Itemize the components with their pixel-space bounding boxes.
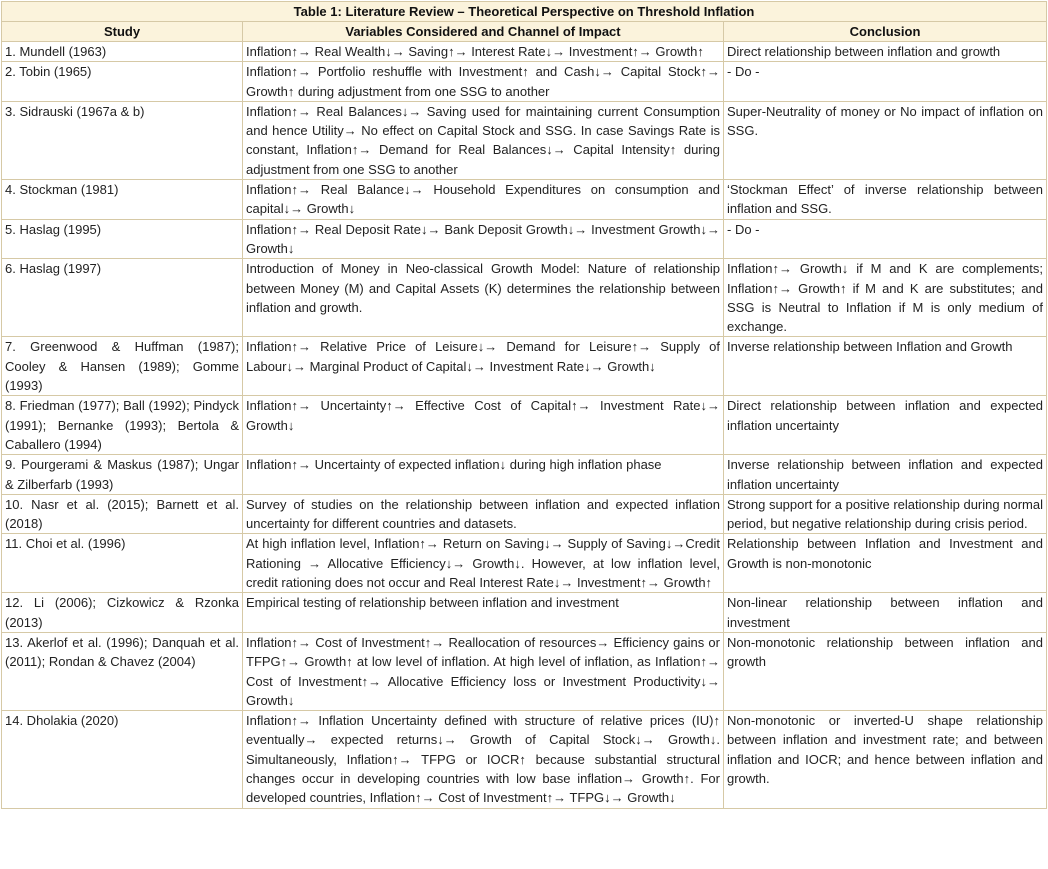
- literature-review-table: [1, 1, 1047, 809]
- table-row: [2, 396, 1047, 455]
- study-cell: 3. Sidrauski (1967a & b): [2, 101, 243, 179]
- study-cell: 2. Tobin (1965): [2, 62, 243, 102]
- study-cell: 13. Akerlof et al. (1996); Danquah et al. (2011); Rondan & Chavez (2004): [2, 632, 243, 710]
- table-header-row: [2, 22, 1047, 42]
- conclusion-cell: Inflation↑→ Growth↓ if M and K are complements; Inflation↑→ Growth↑ if M and K are substitutes; and SSG is Neutral to Inflation if M is only medium of exchange.: [724, 259, 1047, 337]
- variables-cell: Inflation↑→ Portfolio reshuffle with Investment↑ and Cash↓→ Capital Stock↑→ Growth↑ during adjustment from one SSG to another: [243, 62, 724, 102]
- conclusion-cell: Inverse relationship between inflation and expected inflation uncertainty: [724, 455, 1047, 495]
- variables-cell: Introduction of Money in Neo-classical Growth Model: Nature of relationship between Money (M) and Capital Assets (K) determines the relationship between inflation and growth.: [243, 259, 724, 337]
- variables-cell: At high inflation level, Inflation↑→ Return on Saving↓→ Supply of Saving↓→Credit Rationing → Allocative Efficiency↓→ Growth↓. However, at low inflation level, credit rationing does not occur and Real Interest Rate↓→ Investment↑→ Growth↑: [243, 534, 724, 593]
- variables-cell: Inflation↑→ Uncertainty↑→ Effective Cost of Capital↑→ Investment Rate↓→ Growth↓: [243, 396, 724, 455]
- conclusion-cell: Direct relationship between inflation and expected inflation uncertainty: [724, 396, 1047, 455]
- table-row: [2, 219, 1047, 259]
- conclusion-cell: Inverse relationship between Inflation and Growth: [724, 337, 1047, 396]
- variables-cell: Inflation↑→ Real Wealth↓→ Saving↑→ Interest Rate↓→ Investment↑→ Growth↑: [243, 42, 724, 62]
- variables-cell: Inflation↑→ Cost of Investment↑→ Reallocation of resources→ Efficiency gains or TFPG↑→ Growth↑ at low level of inflation. At high level of inflation, as Inflation↑→ Cost of Investment↑→ Allocative Efficiency loss or Investment Productivity↓→ Growth↓: [243, 632, 724, 710]
- conclusion-cell: Direct relationship between inflation and growth: [724, 42, 1047, 62]
- table-row: [2, 180, 1047, 220]
- table-row: [2, 101, 1047, 179]
- conclusion-cell: Super-Neutrality of money or No impact of inflation on SSG.: [724, 101, 1047, 179]
- study-cell: 14. Dholakia (2020): [2, 711, 243, 808]
- literature-review-table-container: [1, 1, 1046, 809]
- variables-cell: Inflation↑→ Inflation Uncertainty defined with structure of relative prices (IU)↑ eventually→ expected returns↓→ Growth of Capital Stock↓→ Growth↓. Simultaneously, Inflation↑→ TFPG or IOCR↑ because substantial structural changes occur in developing countries with low base inflation→ Growth↑. For developed countries, Inflation↑→ Cost of Investment↑→ TFPG↓→ Growth↓: [243, 711, 724, 808]
- study-cell: 4. Stockman (1981): [2, 180, 243, 220]
- study-cell: 10. Nasr et al. (2015); Barnett et al. (2018): [2, 494, 243, 534]
- conclusion-cell: Non-monotonic or inverted-U shape relationship between inflation and investment rate; and between inflation and IOCR; and hence between inflation and growth.: [724, 711, 1047, 808]
- study-cell: 11. Choi et al. (1996): [2, 534, 243, 593]
- conclusion-cell: Non-linear relationship between inflation and investment: [724, 593, 1047, 633]
- table-row: [2, 711, 1047, 808]
- column-header-study: Study: [2, 22, 243, 42]
- table-row: [2, 455, 1047, 495]
- study-cell: 1. Mundell (1963): [2, 42, 243, 62]
- table-row: [2, 62, 1047, 102]
- column-header-conclusion: Conclusion: [724, 22, 1047, 42]
- table-row: [2, 42, 1047, 62]
- table-row: [2, 259, 1047, 337]
- conclusion-cell: Strong support for a positive relationship during normal period, but negative relationship during crisis period.: [724, 494, 1047, 534]
- table-title: Table 1: Literature Review – Theoretical Perspective on Threshold Inflation: [1, 1, 1047, 21]
- column-header-variables: Variables Considered and Channel of Impact: [243, 22, 724, 42]
- conclusion-cell: - Do -: [724, 62, 1047, 102]
- table-row: [2, 494, 1047, 534]
- table-row: [2, 337, 1047, 396]
- variables-cell: Inflation↑→ Uncertainty of expected inflation↓ during high inflation phase: [243, 455, 724, 495]
- table-row: [2, 593, 1047, 633]
- study-cell: 8. Friedman (1977); Ball (1992); Pindyck (1991); Bernanke (1993); Bertola & Caballero (1994): [2, 396, 243, 455]
- conclusion-cell: Non-monotonic relationship between inflation and growth: [724, 632, 1047, 710]
- table-row: [2, 534, 1047, 593]
- variables-cell: Survey of studies on the relationship between inflation and expected inflation uncertainty for different countries and datasets.: [243, 494, 724, 534]
- study-cell: 9. Pourgerami & Maskus (1987); Ungar & Zilberfarb (1993): [2, 455, 243, 495]
- variables-cell: Inflation↑→ Real Deposit Rate↓→ Bank Deposit Growth↓→ Investment Growth↓→ Growth↓: [243, 219, 724, 259]
- study-cell: 12. Li (2006); Cizkowicz & Rzonka (2013): [2, 593, 243, 633]
- table-row: [2, 632, 1047, 710]
- variables-cell: Inflation↑→ Real Balance↓→ Household Expenditures on consumption and capital↓→ Growth↓: [243, 180, 724, 220]
- variables-cell: Empirical testing of relationship between inflation and investment: [243, 593, 724, 633]
- variables-cell: Inflation↑→ Real Balances↓→ Saving used for maintaining current Consumption and hence Utility→ No effect on Capital Stock and SSG. In case Savings Rate is constant, Inflation↑→ Demand for Real Balances↓→ Capital Intensity↑ during adjustment from one SSG to another: [243, 101, 724, 179]
- variables-cell: Inflation↑→ Relative Price of Leisure↓→ Demand for Leisure↑→ Supply of Labour↓→ Marginal Product of Capital↓→ Investment Rate↓→ Growth↓: [243, 337, 724, 396]
- conclusion-cell: ‘Stockman Effect’ of inverse relationship between inflation and SSG.: [724, 180, 1047, 220]
- study-cell: 7. Greenwood & Huffman (1987); Cooley & Hansen (1989); Gomme (1993): [2, 337, 243, 396]
- conclusion-cell: Relationship between Inflation and Investment and Growth is non-monotonic: [724, 534, 1047, 593]
- conclusion-cell: - Do -: [724, 219, 1047, 259]
- study-cell: 6. Haslag (1997): [2, 259, 243, 337]
- study-cell: 5. Haslag (1995): [2, 219, 243, 259]
